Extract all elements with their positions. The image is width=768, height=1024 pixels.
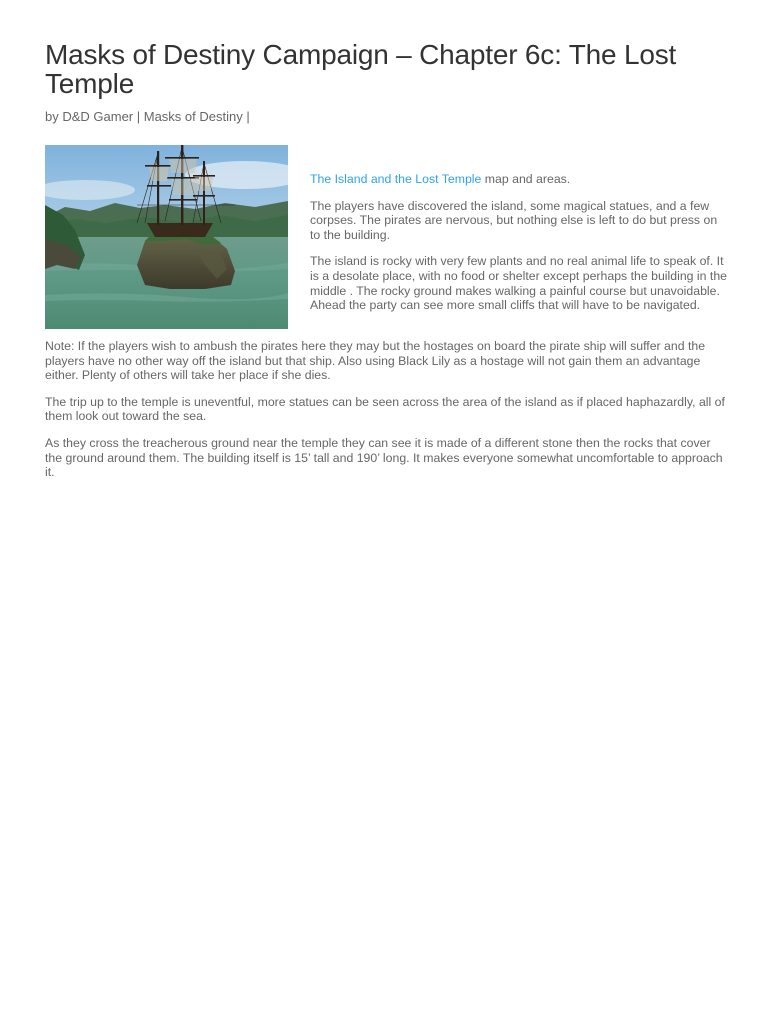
paragraph: The trip up to the temple is uneventful, more statues can be seen across the area of the island as if placed haphazardly, all of them look out toward the sea. [45,394,725,424]
pirate-ship-island-photo-icon [45,145,288,329]
category-link[interactable]: Masks of Destiny [143,109,243,124]
paragraph: The island is rocky with very few plants and no real animal life to speak of. It is a desolate place, with no food or shelter except perhaps the building in the middle . The rocky ground makes walking a painful course but unavoidable. Ahead the party can see more small cliffs that will have to be navigated. [310,254,727,313]
page-title: Masks of Destiny Campaign – Chapter 6c: The Lost Temple [45,39,677,99]
intro-text: map and areas. [481,172,571,186]
pirate-ship-island-image [45,145,288,329]
paragraph: As they cross the treacherous ground near the temple they can see it is made of a different stone then the rocks that cover the ground around them. The building itself is 15’ tall and 190’ long. It makes everyone somewhat uncomfortable to approach it. [45,435,723,480]
author-link[interactable]: D&D Gamer [62,109,134,124]
byline-separator: | [133,109,144,124]
paragraph: Note: If the players wish to ambush the pirates here they may but the hostages on board the pirate ship will suffer and the players have no other way off the island but that ship. Also using Black Lily as a hostage will not gain them an advantage either. Plenty of others will take her place if she dies. [45,339,706,383]
byline-prefix: by [45,109,63,124]
byline [45,109,727,125]
island-map-link[interactable]: The Island and the Lost Temple [310,172,482,186]
article-content [45,145,727,480]
article [45,40,727,492]
byline-separator: | [242,109,250,124]
paragraph: The players have discovered the island, some magical statues, and a few corpses. The pirates are nervous, but nothing else is left to do but press on to the building. [310,198,718,242]
